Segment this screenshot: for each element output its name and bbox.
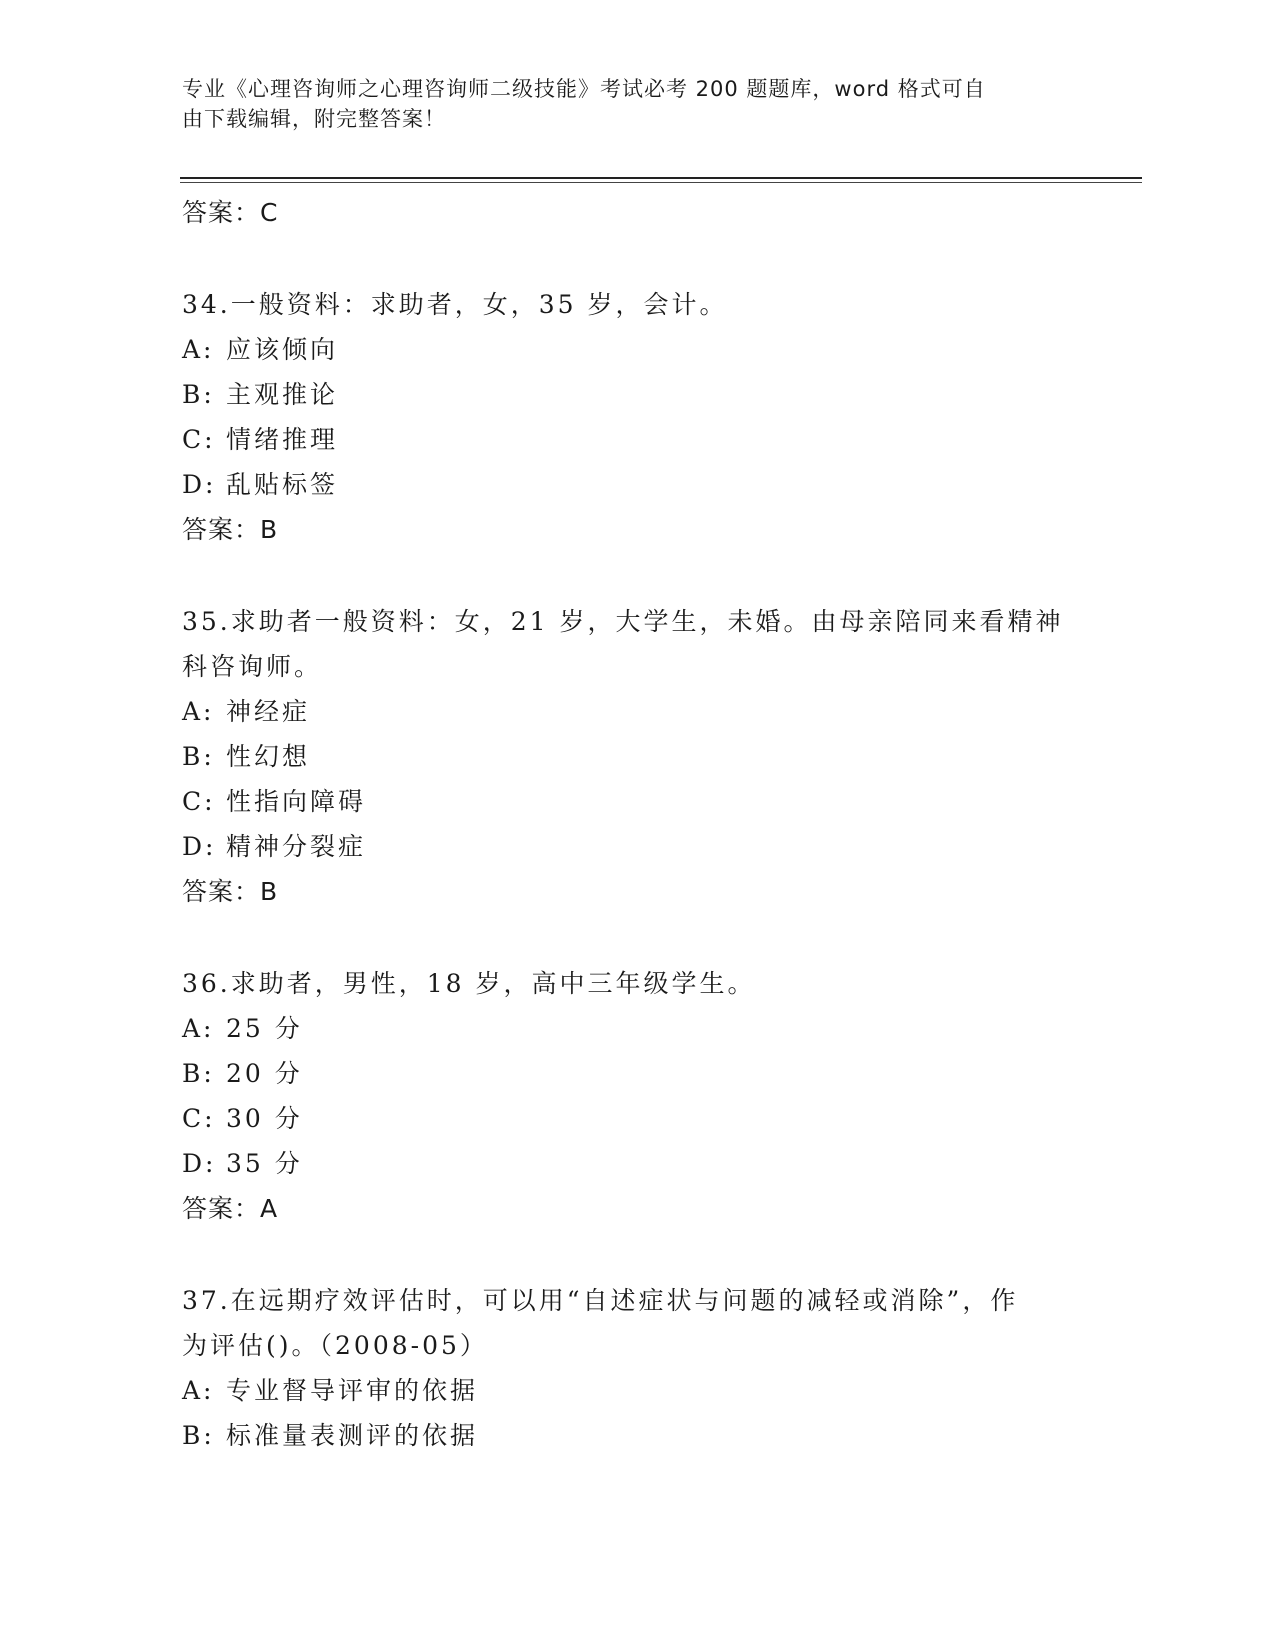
answer-line: 答案：A [182, 1194, 279, 1223]
answer-line: 答案：B [182, 877, 279, 906]
spacer [182, 235, 1082, 282]
question-block [182, 1278, 1082, 1458]
question-stem-continued: 科咨询师。 [182, 652, 323, 681]
option-text: 35 分 [226, 1149, 303, 1178]
question-list [182, 190, 1082, 1458]
option-text: 标准量表测评的依据 [226, 1421, 479, 1450]
question-stem: 37.在远期疗效评估时，可以用“自述症状与问题的减轻或消除”，作 [182, 1286, 1019, 1315]
answer-line: 答案：C [182, 198, 279, 227]
option-text: 性指向障碍 [226, 787, 367, 816]
question-stem: 34.一般资料：求助者，女，35 岁，会计。 [182, 290, 728, 319]
header-line-2: 由下载编辑，附完整答案！ [182, 107, 446, 131]
option-text: 精神分裂症 [226, 832, 367, 861]
option-b [182, 734, 1082, 779]
question-block [182, 961, 1082, 1231]
option-key: A: [182, 1376, 215, 1405]
option-text: 专业督导评审的依据 [226, 1376, 479, 1405]
option-text: 乱贴标签 [226, 470, 339, 499]
spacer [182, 552, 1082, 599]
option-d [182, 824, 1082, 869]
spacer [182, 1231, 1082, 1278]
option-key: D: [182, 470, 217, 499]
option-key: A: [182, 335, 215, 364]
option-text: 情绪推理 [226, 425, 339, 454]
header-divider-thin [180, 182, 1142, 183]
option-b [182, 1051, 1082, 1096]
question-stem: 36.求助者，男性，18 岁，高中三年级学生。 [182, 969, 756, 998]
option-text: 应该倾向 [226, 335, 339, 364]
header-divider-thick [180, 177, 1142, 179]
option-text: 神经症 [226, 697, 311, 726]
option-c [182, 779, 1082, 824]
option-d [182, 1141, 1082, 1186]
option-key: A: [182, 1014, 215, 1043]
option-key: D: [182, 832, 217, 861]
option-text: 25 分 [226, 1014, 303, 1043]
option-key: C: [182, 787, 216, 816]
question-block [182, 282, 1082, 552]
option-key: C: [182, 425, 216, 454]
option-key: B: [182, 1421, 215, 1450]
option-a [182, 327, 1082, 372]
option-text: 主观推论 [226, 380, 339, 409]
option-text: 30 分 [226, 1104, 303, 1133]
question-stem: 35.求助者一般资料：女，21 岁，大学生，未婚。由母亲陪同来看精神 [182, 607, 1064, 636]
option-text: 性幻想 [226, 742, 311, 771]
question-stem-continued: 为评估()。（2008-05） [182, 1331, 488, 1360]
question-block [182, 599, 1082, 914]
option-text: 20 分 [226, 1059, 303, 1088]
option-a [182, 689, 1082, 734]
document-header [182, 74, 1062, 134]
option-b [182, 1413, 1082, 1458]
header-line-1: 专业《心理咨询师之心理咨询师二级技能》考试必考 200 题题库，word 格式可自 [182, 77, 986, 101]
answer-line: 答案：B [182, 515, 279, 544]
option-key: C: [182, 1104, 216, 1133]
spacer [182, 914, 1082, 961]
option-key: B: [182, 1059, 215, 1088]
option-key: B: [182, 380, 215, 409]
option-key: A: [182, 697, 215, 726]
option-a [182, 1368, 1082, 1413]
option-d [182, 462, 1082, 507]
option-a [182, 1006, 1082, 1051]
option-key: B: [182, 742, 215, 771]
option-key: D: [182, 1149, 217, 1178]
option-c [182, 1096, 1082, 1141]
option-c [182, 417, 1082, 462]
option-b [182, 372, 1082, 417]
